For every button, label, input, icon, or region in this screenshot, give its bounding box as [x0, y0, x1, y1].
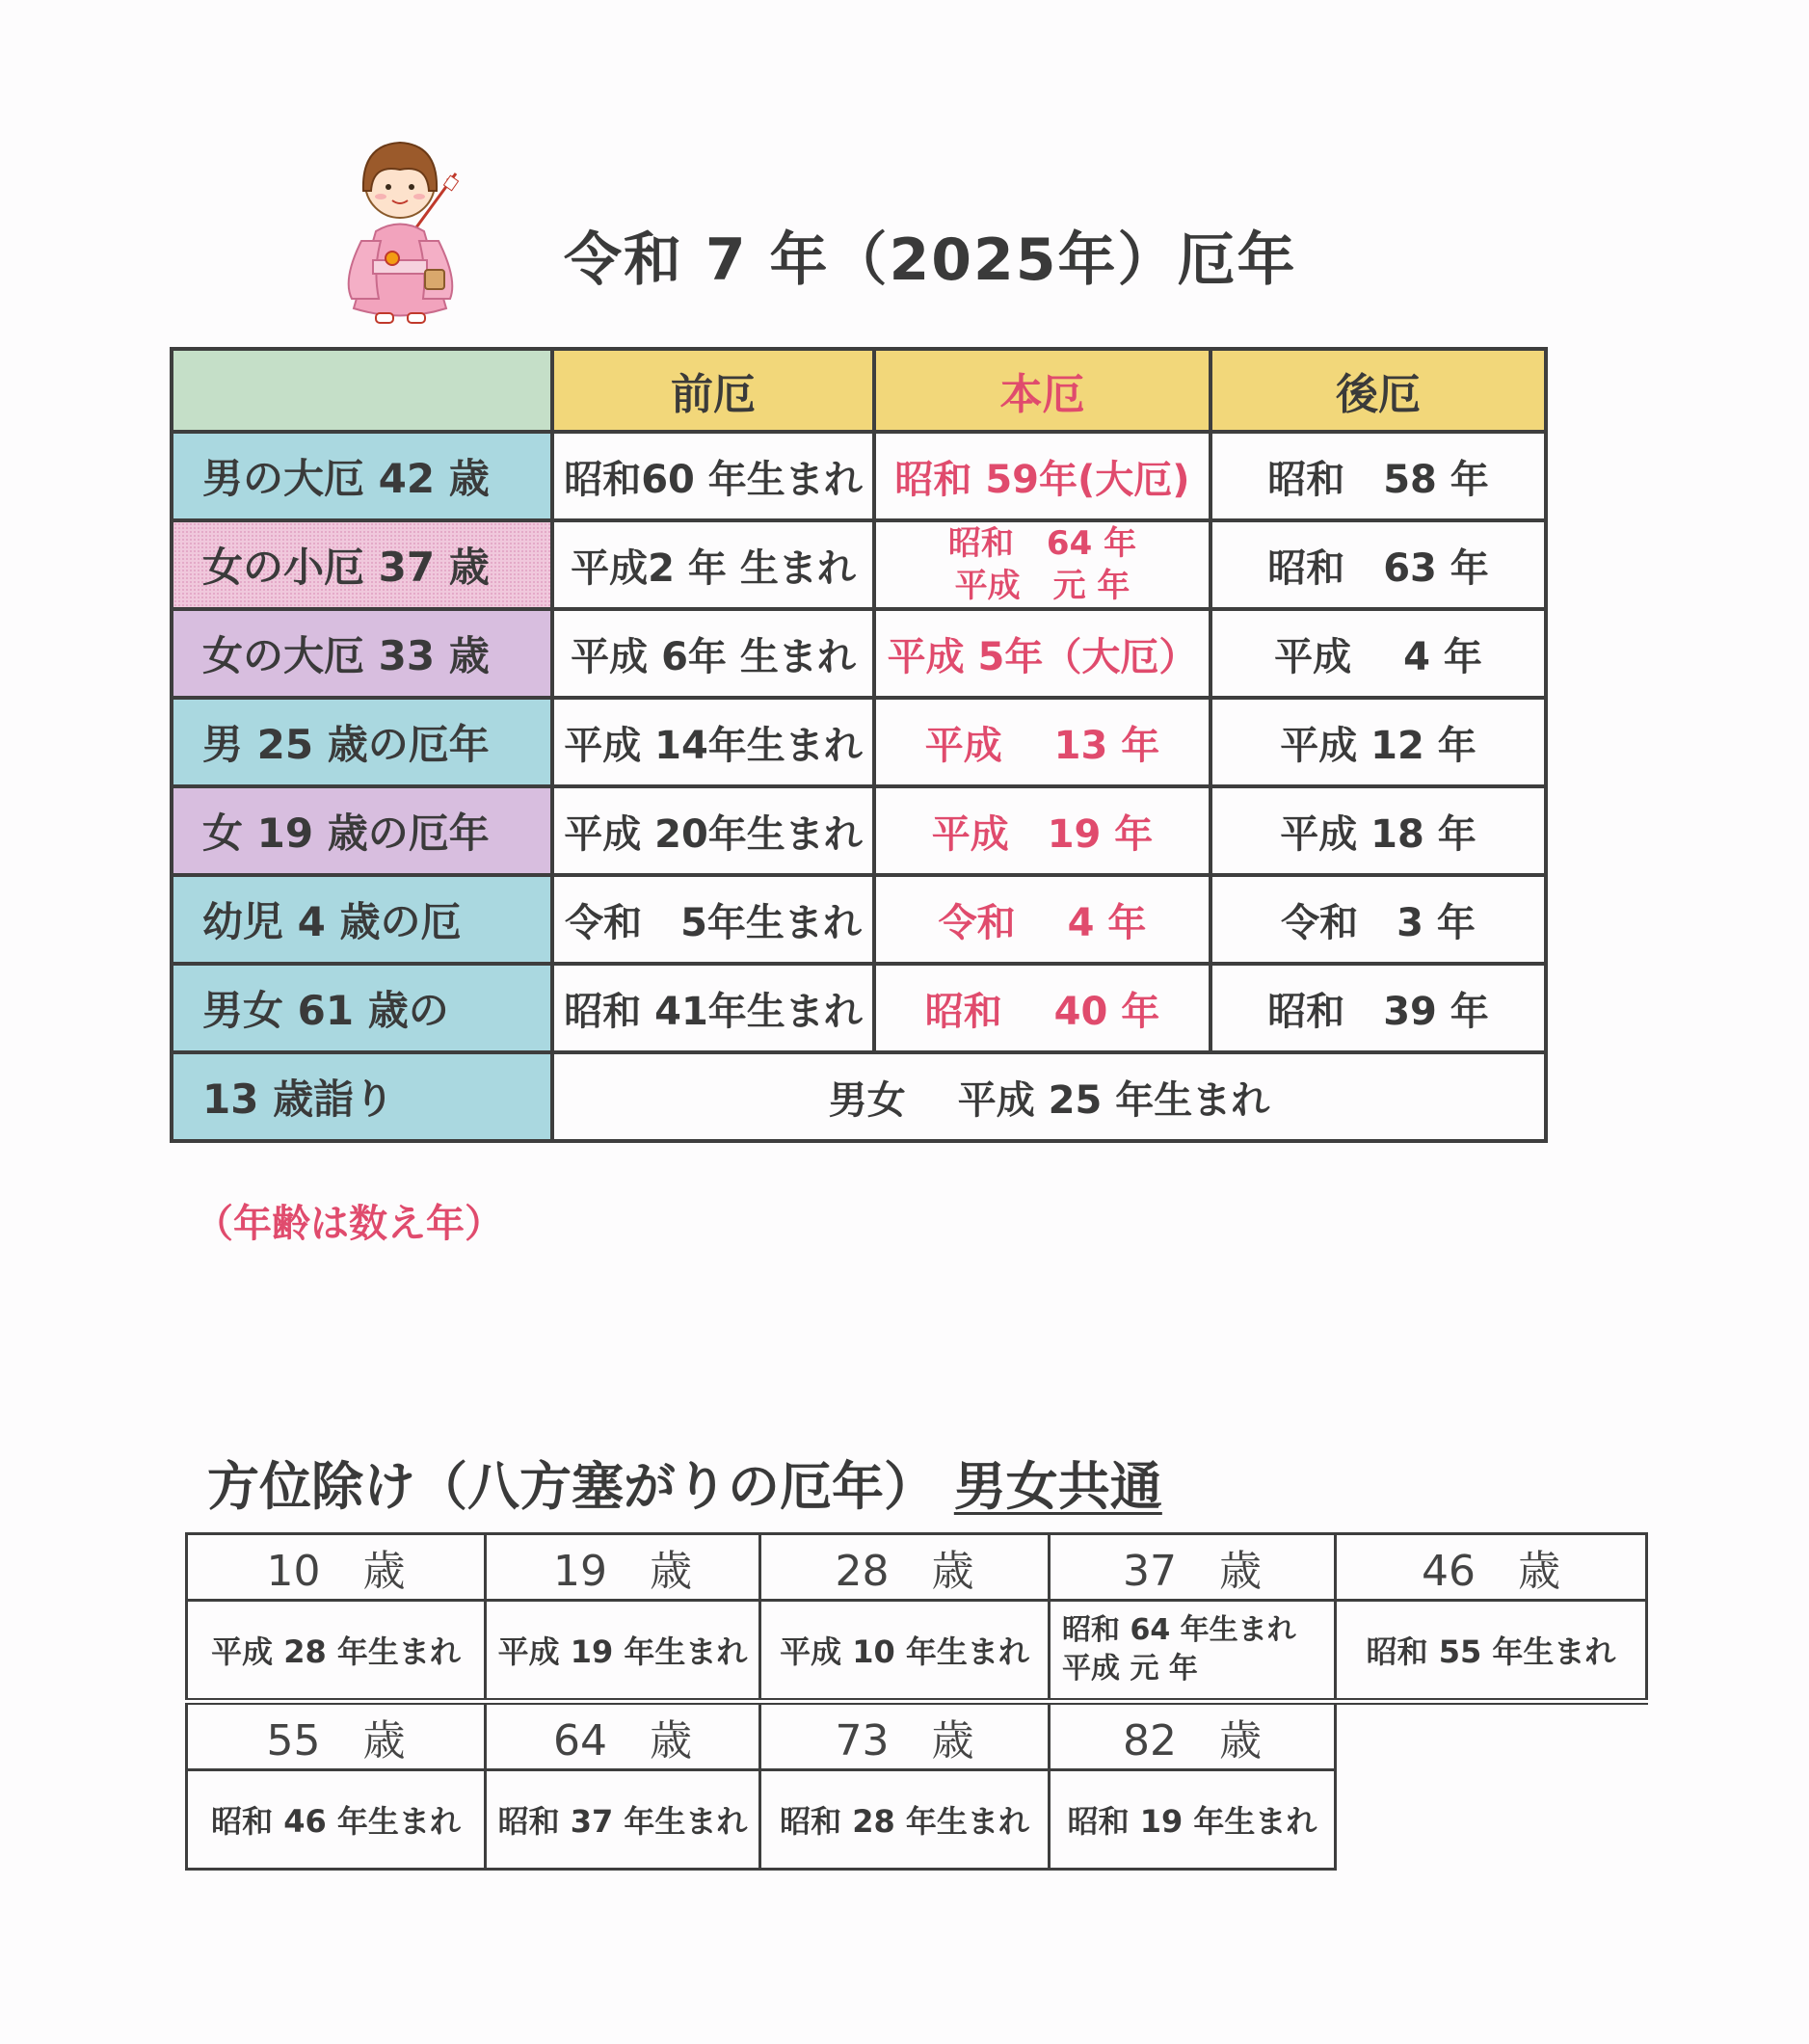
- empty-cell: [1336, 1702, 1647, 1770]
- birth-cell: 昭和 55 年生まれ: [1336, 1601, 1647, 1702]
- atoyaku-cell: 令和 3 年: [1210, 875, 1546, 964]
- honyaku-cell: [874, 520, 1210, 609]
- atoyaku-cell: 昭和 58 年: [1210, 432, 1546, 520]
- row-label: 男の大厄 42 歳: [172, 432, 552, 520]
- atoyaku-cell: 平成 12 年: [1210, 698, 1546, 786]
- maeyaku-cell: 平成2 年 生まれ: [552, 520, 874, 609]
- birth-line-2: 平成 元 年: [1062, 1652, 1198, 1686]
- maeyaku-cell: 昭和60 年生まれ: [552, 432, 874, 520]
- atoyaku-cell: 昭和 39 年: [1210, 964, 1546, 1052]
- table-row: [172, 875, 1546, 964]
- age-cell: 55 歳: [187, 1702, 486, 1770]
- maeyaku-cell: 令和 5年生まれ: [552, 875, 874, 964]
- atoyaku-cell: 平成 4 年: [1210, 609, 1546, 698]
- table-row: [172, 698, 1546, 786]
- atoyaku-cell: 昭和 63 年: [1210, 520, 1546, 609]
- row-label: 幼児 4 歳の厄: [172, 875, 552, 964]
- row-label: 女の小厄 37 歳: [172, 520, 552, 609]
- birth-cell: 昭和 46 年生まれ: [187, 1770, 486, 1870]
- empty-cell: [1336, 1770, 1647, 1870]
- table-row: [172, 609, 1546, 698]
- header-honyaku: 本厄: [874, 349, 1210, 432]
- section-title-main: 方位除け（八方塞がりの厄年）: [207, 1456, 936, 1517]
- maeyaku-cell: 平成 20年生まれ: [552, 786, 874, 875]
- header-atoyaku: 後厄: [1210, 349, 1546, 432]
- age-cell: 46 歳: [1336, 1534, 1647, 1601]
- table-row: [172, 964, 1546, 1052]
- page-title: 令和 7 年（2025年）厄年: [564, 226, 1297, 294]
- corner-cell: [172, 349, 552, 432]
- table-row: [172, 520, 1546, 609]
- table-row: [172, 786, 1546, 875]
- row-label: 13 歳詣り: [172, 1052, 552, 1141]
- honyaku-cell: 令和 4 年: [874, 875, 1210, 964]
- honyaku-cell: 平成 5年（大厄）: [874, 609, 1210, 698]
- maeyaku-cell: 平成 6年 生まれ: [552, 609, 874, 698]
- girl-with-arrow-illustration: [333, 116, 467, 347]
- birth-row: [187, 1770, 1647, 1870]
- honyaku-cell: 平成 19 年: [874, 786, 1210, 875]
- honyaku-cell: 平成 13 年: [874, 698, 1210, 786]
- age-cell: 82 歳: [1050, 1702, 1336, 1770]
- age-row: [187, 1702, 1647, 1770]
- birth-row: [187, 1601, 1647, 1702]
- age-cell: 73 歳: [760, 1702, 1050, 1770]
- birth-cell: 平成 28 年生まれ: [187, 1601, 486, 1702]
- jusanmairi-cell: 男女 平成 25 年生まれ: [552, 1052, 1546, 1141]
- birth-cell: 昭和 28 年生まれ: [760, 1770, 1050, 1870]
- age-note: （年齢は数え年）: [195, 1202, 503, 1246]
- hoiyoke-table: [185, 1532, 1648, 1871]
- table-header-row: [172, 349, 1546, 432]
- honyaku-line-2: 平成 元 年: [954, 567, 1131, 605]
- yakudoshi-table: [170, 347, 1548, 1143]
- section-title: [207, 1446, 1162, 1520]
- age-cell: 64 歳: [486, 1702, 760, 1770]
- maeyaku-cell: 昭和 41年生まれ: [552, 964, 874, 1052]
- table-row: [172, 432, 1546, 520]
- honyaku-cell: 昭和 59年(大厄): [874, 432, 1210, 520]
- birth-line-1: 昭和 64 年生まれ: [1062, 1613, 1296, 1647]
- birth-cell: 平成 19 年生まれ: [486, 1601, 760, 1702]
- atoyaku-cell: 平成 18 年: [1210, 786, 1546, 875]
- birth-cell: [1050, 1601, 1336, 1702]
- honyaku-cell: 昭和 40 年: [874, 964, 1210, 1052]
- age-cell: 28 歳: [760, 1534, 1050, 1601]
- header-maeyaku: 前厄: [552, 349, 874, 432]
- age-cell: 10 歳: [187, 1534, 486, 1601]
- birth-cell: 昭和 37 年生まれ: [486, 1770, 760, 1870]
- birth-cell: 昭和 19 年生まれ: [1050, 1770, 1336, 1870]
- row-label: 男 25 歳の厄年: [172, 698, 552, 786]
- table-row: [172, 1052, 1546, 1141]
- row-label: 女 19 歳の厄年: [172, 786, 552, 875]
- honyaku-line-1: 昭和 64 年: [947, 524, 1137, 563]
- section-title-underlined: 男女共通: [953, 1456, 1162, 1517]
- age-cell: 37 歳: [1050, 1534, 1336, 1601]
- row-label: 女の大厄 33 歳: [172, 609, 552, 698]
- age-cell: 19 歳: [486, 1534, 760, 1601]
- age-row: [187, 1534, 1647, 1601]
- maeyaku-cell: 平成 14年生まれ: [552, 698, 874, 786]
- birth-cell: 平成 10 年生まれ: [760, 1601, 1050, 1702]
- row-label: 男女 61 歳の: [172, 964, 552, 1052]
